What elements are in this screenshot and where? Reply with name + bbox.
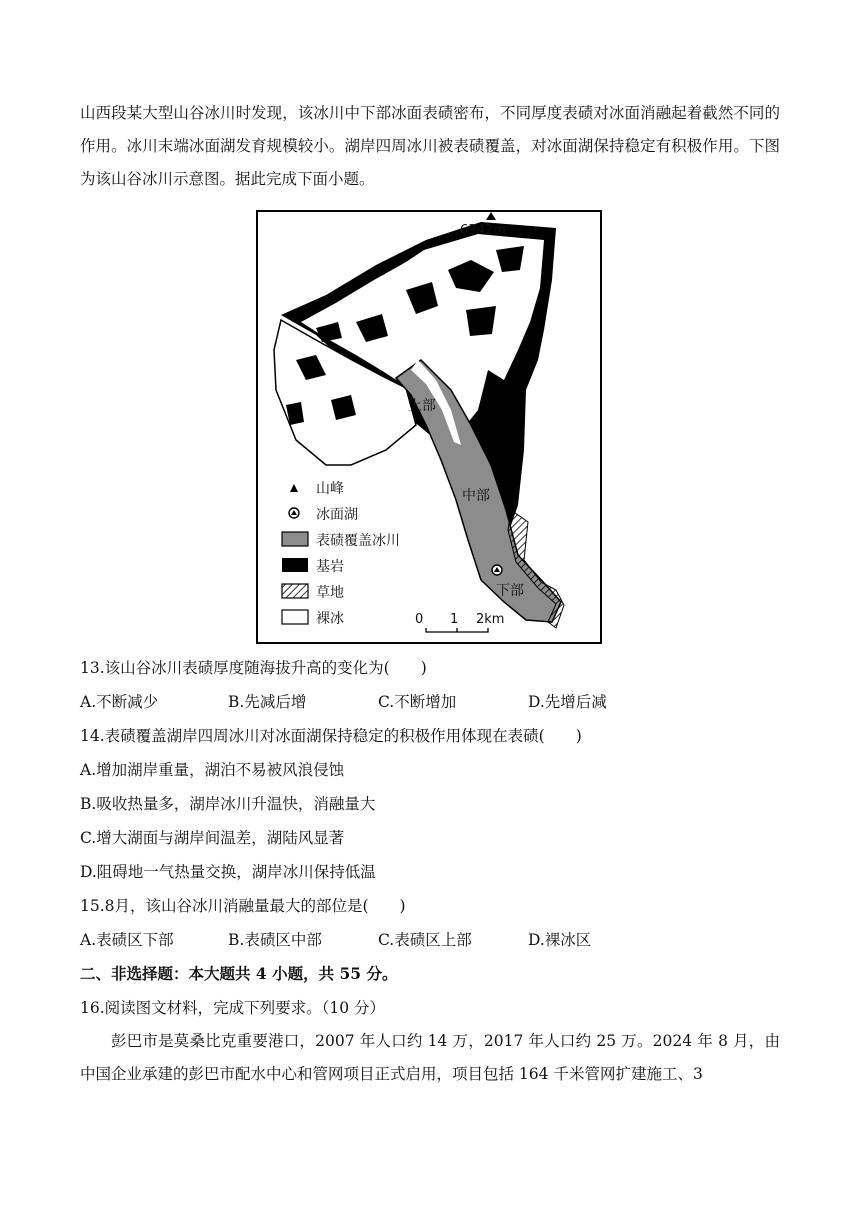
question-13-stem: 13.该山谷冰川表碛厚度随海拔升高的变化为( ) — [80, 659, 427, 677]
question-15-option-d: D.裸冰区 — [528, 931, 592, 949]
svg-text:表碛覆盖冰川: 表碛覆盖冰川 — [316, 533, 400, 549]
question-15-option-b: B.表碛区中部 — [228, 931, 322, 949]
question-14-option-b: B.吸收热量多，湖岸冰川升温快，消融量大 — [80, 795, 376, 813]
zone-label-middle: 中部 — [462, 488, 490, 504]
question-15-option-c: C.表碛区上部 — [378, 931, 472, 949]
question-15-option-a: A.表碛区下部 — [80, 931, 174, 949]
zone-label-lower: 下部 — [496, 583, 524, 599]
question-16-paragraph: 彭巴市是莫桑比克重要港口，2007 年人口约 14 万，2017 年人口约 25 万。2024 年 8 月，由中国企业承建的彭巴市配水中心和管网项目正式启用，项目包括 164 千米管网扩建施工、3 — [80, 1032, 780, 1083]
question-13-option-c: C.不断增加 — [378, 693, 457, 711]
question-13-option-a: A.不断减少 — [80, 693, 159, 711]
question-15-stem: 15.8月，该山谷冰川消融量最大的部位是( ) — [80, 897, 406, 915]
svg-text:山峰: 山峰 — [316, 481, 344, 497]
question-13-option-b: B.先减后增 — [228, 693, 307, 711]
legend-ice-swatch — [282, 610, 308, 624]
question-16-stem: 16.阅读图文材料，完成下列要求。（10 分） — [80, 999, 386, 1017]
question-14-option-a: A.增加湖岸重量，湖泊不易被风浪侵蚀 — [80, 761, 345, 779]
lake-icon — [492, 565, 502, 575]
svg-text:草地: 草地 — [316, 585, 344, 601]
question-14-option-c: C.增大湖面与湖岸间温差，湖陆风显著 — [80, 829, 345, 847]
glacier-map-figure — [256, 210, 602, 644]
svg-text:2km: 2km — [476, 612, 505, 627]
section-2-title: 二、非选择题：本大题共 4 小题，共 55 分。 — [80, 964, 398, 983]
svg-text:1: 1 — [450, 612, 459, 627]
legend-lake-icon — [289, 508, 299, 518]
zone-label-upper: 上部 — [408, 398, 436, 414]
glacier-map — [256, 210, 602, 644]
svg-text:冰面湖: 冰面湖 — [316, 507, 358, 523]
svg-text:0: 0 — [415, 612, 424, 627]
question-13-option-d: D.先增后减 — [528, 693, 607, 711]
legend-bedrock-swatch — [282, 558, 308, 572]
legend-debris-swatch — [282, 532, 308, 546]
question-14-stem: 14.表碛覆盖湖岸四周冰川对冰面湖保持稳定的积极作用体现在表碛( ) — [80, 727, 582, 745]
legend-grass-swatch — [282, 584, 308, 598]
intro-paragraph: 山西段某大型山谷冰川时发现，该冰川中下部冰面表碛密布，不同厚度表碛对冰面消融起着截然不同的作用。冰川末端冰面湖发育规模较小。湖岸四周冰川被表碛覆盖，对冰面湖保持稳定有积极作用。下图为该山谷冰川示意图。据此完成下面小题。 — [80, 104, 780, 188]
svg-text:基岩: 基岩 — [316, 559, 344, 575]
svg-text:6342m: 6342m — [460, 223, 506, 238]
svg-text:裸冰: 裸冰 — [316, 611, 344, 627]
question-14-option-d: D.阻碍地一气热量交换，湖岸冰川保持低温 — [80, 863, 376, 881]
